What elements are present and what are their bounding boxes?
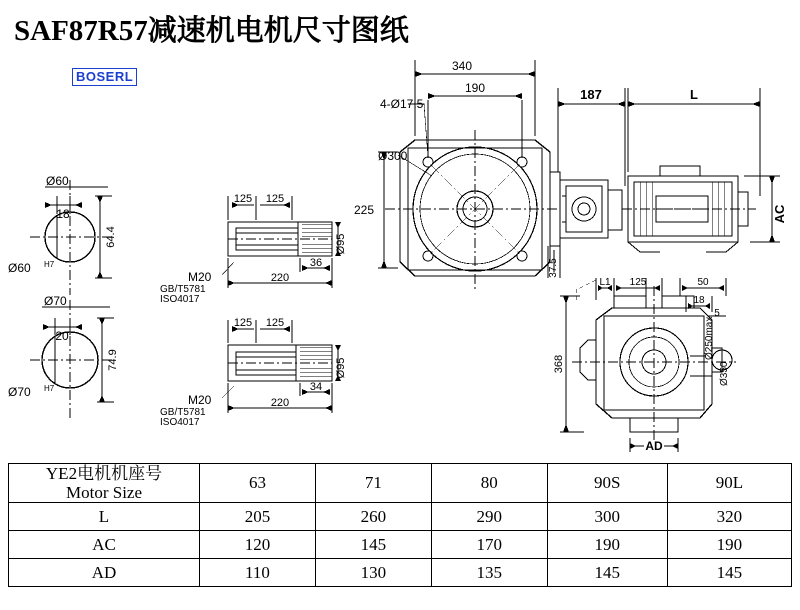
dim-125-d: 125 [265, 317, 285, 329]
table-cell: 300 [547, 503, 667, 531]
dim-125-a: 125 [233, 193, 253, 205]
table-row-label: AC [9, 531, 200, 559]
dim-34: 34 [309, 381, 323, 393]
dim-L1: L1 [599, 277, 611, 288]
table-cell: 145 [547, 559, 667, 587]
dim-18: 18 [56, 207, 70, 221]
table-header-cell: 63 [200, 464, 316, 503]
dim-250max: Ø250max [704, 316, 715, 360]
dim-5: 5 [714, 308, 720, 319]
table-row-label: AD [9, 559, 200, 587]
motor-size-table [8, 463, 792, 587]
table-row [9, 531, 792, 559]
dim-340: 340 [451, 59, 473, 73]
table-cell: 260 [315, 503, 431, 531]
dim-95-b: Ø95 [335, 357, 347, 379]
table-row [9, 503, 792, 531]
dim-125-c: 125 [233, 317, 253, 329]
dim-64-4: 64.4 [105, 226, 117, 248]
dim-AC: AC [772, 204, 787, 224]
dim-190: 190 [464, 81, 486, 95]
dim-37-5: 37.5 [548, 258, 559, 278]
page-title: SAF87R57减速机电机尺寸图纸 [14, 15, 409, 47]
dim-L: L [690, 87, 698, 102]
table-cell: 205 [200, 503, 316, 531]
table-header-cell: 90S [547, 464, 667, 503]
dim-60-top: Ø60 [46, 174, 69, 188]
dim-36: 36 [309, 257, 323, 269]
dim-20: 20 [55, 329, 69, 343]
table-header-label-en: Motor Size [65, 483, 143, 502]
dim-300: Ø300 [378, 149, 408, 163]
dim-70-h7: Ø70 [8, 385, 31, 399]
dim-60-h7: Ø60 [8, 261, 31, 275]
label-m20-b: M20 [188, 393, 212, 407]
dim-125-b: 125 [265, 193, 285, 205]
table-cell: 320 [667, 503, 791, 531]
dim-125-e: 125 [629, 277, 647, 288]
table-cell: 290 [431, 503, 547, 531]
dim-187: 187 [580, 87, 602, 102]
table-cell: 145 [315, 531, 431, 559]
table-cell: 190 [667, 531, 791, 559]
label-m20-a: M20 [188, 270, 212, 284]
table-cell: 120 [200, 531, 316, 559]
dim-AD: AD [645, 439, 663, 453]
dim-95-a: Ø95 [335, 233, 347, 255]
table-header-cell: 80 [431, 464, 547, 503]
dim-18-b: 18 [693, 295, 705, 306]
table-cell: 170 [431, 531, 547, 559]
table-header-label-cn: YE2电机机座号 [45, 464, 163, 483]
table-header-cell: 90L [667, 464, 791, 503]
label-gb-b: GB/T5781 [160, 407, 206, 418]
dim-220-b: 220 [270, 397, 290, 409]
dim-220-a: 220 [270, 272, 290, 284]
dim-50: 50 [697, 277, 709, 288]
dim-4x17-5: 4-Ø17.5 [380, 97, 424, 111]
dim-225: 225 [353, 203, 374, 217]
table-row-label: L [9, 503, 200, 531]
table-row [9, 559, 792, 587]
label-gb-a: GB/T5781 [160, 284, 206, 295]
dim-70-top: Ø70 [44, 294, 67, 308]
dim-60-h7-sup: H7 [44, 260, 55, 269]
table-cell: 135 [431, 559, 547, 587]
table-cell: 110 [200, 559, 316, 587]
dim-350: Ø350 [719, 361, 730, 386]
table-cell: 145 [667, 559, 791, 587]
dim-74-9: 74.9 [107, 349, 119, 371]
table-cell: 190 [547, 531, 667, 559]
table-cell: 130 [315, 559, 431, 587]
dim-70-h7-sup: H7 [44, 384, 55, 393]
label-iso-b: ISO4017 [160, 417, 200, 428]
table-header-label [9, 464, 200, 503]
table-row-header [9, 464, 792, 503]
brand-logo: BOSERL [72, 68, 137, 86]
table-header-cell: 71 [315, 464, 431, 503]
dim-368: 368 [553, 354, 565, 374]
label-iso-a: ISO4017 [160, 294, 200, 305]
